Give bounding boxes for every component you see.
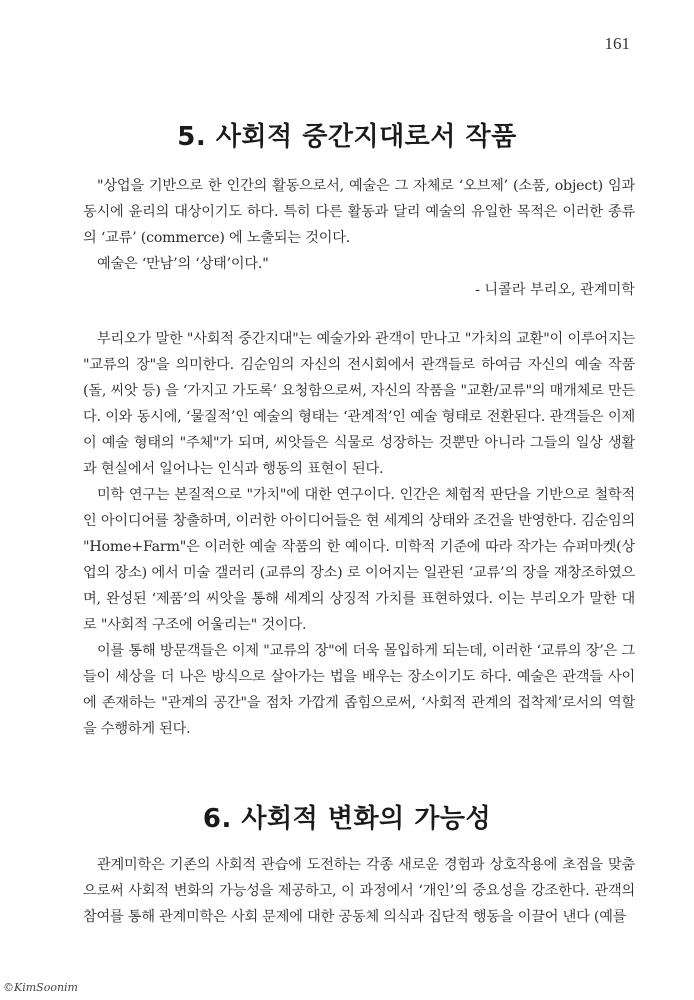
body-paragraph-3: 이를 통해 방문객들은 이제 "교류의 장"에 더욱 몰입하게 되는데, 이러한 ‘교류의 장’은 그들이 세상을 더 나은 방식으로 살아가는 법을 배우는 장소이기도 하다. 예술은 관객들 사이에 존재하는 "관계의 공간"을 점차 가깝게 좁힘으로써, ‘사회적 관계의 접착제’로서의 역할을 수행하게 된다.: [83, 643, 635, 737]
section-5-body: [83, 326, 635, 742]
section-6-heading: 6. 사회적 변화의 가능성: [202, 804, 492, 834]
quote-block: [83, 173, 635, 303]
section-5-heading: 5. 사회적 중간지대로서 작품: [177, 122, 517, 152]
quote-attribution: - 니콜라 부리오, 관계미학: [475, 282, 635, 298]
body-paragraph-2: 미학 연구는 본질적으로 "가치"에 대한 연구이다. 인간은 체험적 판단을 기반으로 철학적인 아이디어를 창출하며, 이러한 아이디어들은 현 세계의 상태와 조건을 반영한다. 김순임의 "Home+Farm"은 이러한 예술 작품의 한 예이다. 미학적 기준에 따라 작가는 슈퍼마켓(상업의 장소) 에서 미술 갤러리 (교류의 장소) 로 이어지는 일관된 ‘교류’의 장을 재창조하였으며, 완성된 ‘제품’의 씨앗을 통해 세계의 상징적 가치를 표현하였다. 이는 부리오가 말한 대로 "사회적 구조에 어울리는" 것이다.: [83, 487, 635, 633]
page-number: 161: [604, 34, 630, 53]
section-6-paragraph-1: 관계미학은 기존의 사회적 관습에 도전하는 각종 새로운 경험과 상호작용에 초점을 맞춤으로써 사회적 변화의 가능성을 제공하고, 이 과정에서 ‘개인’의 중요성을 강조한다. 관객의 참여를 통해 관계미학은 사회 문제에 대한 공동체 의식과 집단적 행동을 이끌어 낸다 (예를: [83, 857, 635, 925]
section-6-body: [83, 852, 635, 930]
quote-paragraph-2: 예술은 ‘만남’의 ‘상태’이다.": [97, 256, 269, 272]
quote-paragraph-1: "상업을 기반으로 한 인간의 활동으로서, 예술은 그 자체로 ‘오브제’ (소품, object) 임과 동시에 윤리의 대상이기도 하다. 특히 다른 활동과 달리 예술의 유일한 목적은 이러한 종류의 ‘교류’ (commerce) 에 노출되는 것이다.: [83, 178, 635, 246]
body-paragraph-1: 부리오가 말한 "사회적 중간지대"는 예술가와 관객이 만나고 "가치의 교환"이 이루어지는 "교류의 장"을 의미한다. 김순임의 자신의 전시회에서 관객들로 하여금 자신의 예술 작품(돌, 씨앗 등) 을 ‘가지고 가도록’ 요청함으로써, 자신의 작품을 "교환/교류"의 매개체로 만든다. 이와 동시에, ‘물질적’인 예술의 형태는 ‘관계적’인 예술 형태로 전환된다. 관객들은 이제 이 예술 형태의 "주체"가 되며, 씨앗들은 식물로 성장하는 것뿐만 아니라 그들의 일상 생활과 현실에서 일어나는 인식과 행동의 표현이 된다.: [83, 331, 635, 477]
copyright-watermark: ©KimSoonim: [3, 981, 78, 994]
